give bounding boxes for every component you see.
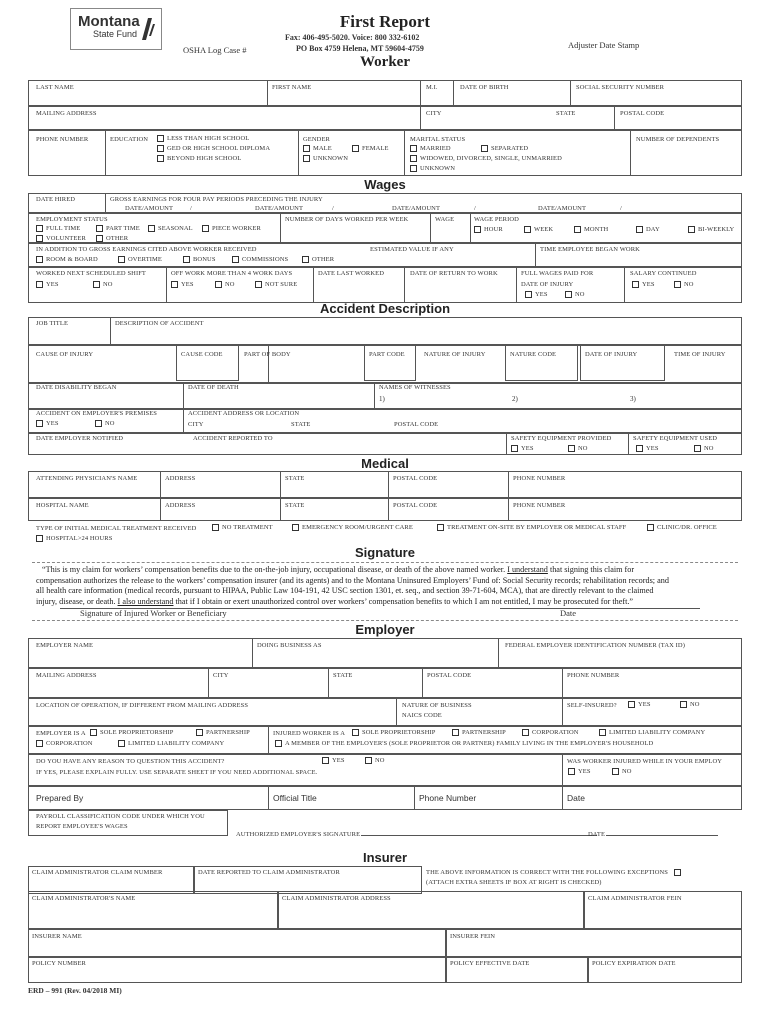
salary-yes[interactable]: YES [632, 281, 655, 288]
checkbox-icon[interactable] [275, 740, 282, 747]
status-part-time[interactable]: PART TIME [96, 225, 140, 232]
signature-heading: Signature [355, 545, 415, 560]
reported-to-field[interactable]: ACCIDENT REPORTED TO [193, 435, 273, 442]
gross-earnings-label: GROSS EARNINGS FOR FOUR PAY PERIODS PRECEDING THE INJURY [110, 196, 323, 203]
checkbox-icon[interactable] [481, 145, 488, 152]
time-began-field[interactable]: TIME EMPLOYEE BEGAN WORK [540, 246, 640, 253]
city-field[interactable]: CITY [426, 110, 442, 117]
status-other[interactable]: OTHER [96, 235, 128, 242]
employer-city-field[interactable]: CITY [213, 672, 229, 679]
injured-llc[interactable]: LIMITED LIABILITY COMPANY [599, 729, 705, 736]
employer-state-field[interactable]: STATE [333, 672, 353, 679]
checkbox-icon[interactable] [36, 420, 43, 427]
injured-family[interactable]: A MEMBER OF THE EMPLOYER'S (SOLE PROPRIETOR OR PARTNER) FAMILY LIVING IN THE EMPLOYER'S HOUSEHOLD [275, 740, 653, 747]
safety-provided-label: SAFETY EQUIPMENT PROVIDED [511, 435, 612, 442]
employer-sole[interactable]: SOLE PROPRIETORSHIP [90, 729, 173, 736]
form-title: First Report [339, 12, 431, 31]
checkbox-icon[interactable] [212, 524, 219, 531]
question-no[interactable]: NO [365, 757, 385, 764]
premises-no[interactable]: NO [95, 420, 115, 427]
employer-name-field[interactable]: EMPLOYER NAME [36, 642, 94, 649]
self-insured-label: SELF-INSURED? [567, 702, 617, 709]
checkbox-icon[interactable] [95, 420, 102, 427]
hospital-state-field[interactable]: STATE [285, 502, 305, 509]
claim-number-label: CLAIM ADMINISTRATOR CLAIM NUMBER [32, 869, 163, 876]
education-label: EDUCATION [110, 136, 149, 143]
checkbox-icon[interactable] [632, 281, 639, 288]
checkbox-icon[interactable] [36, 281, 43, 288]
injured-partnership[interactable]: PARTNERSHIP [452, 729, 506, 736]
treat-hospital[interactable]: HOSPITAL>24 HOURS [36, 535, 112, 542]
next-shift-no[interactable]: NO [93, 281, 113, 288]
safety-used-no[interactable]: NO [694, 445, 714, 452]
witnesses-label: NAMES OF WITNESSES [379, 384, 451, 391]
checkbox-icon[interactable] [157, 145, 164, 152]
insurer-name-label: INSURER NAME [32, 933, 82, 940]
fein-label: FEDERAL EMPLOYER IDENTIFICATION NUMBER (TAX ID) [505, 642, 685, 649]
checkbox-icon[interactable] [157, 135, 164, 142]
injured-while-no[interactable]: NO [612, 768, 632, 775]
self-insured-no[interactable]: NO [680, 701, 700, 708]
witness-2[interactable]: 2) [512, 395, 518, 403]
nature-business-field[interactable]: NATURE OF BUSINESS [402, 702, 472, 709]
phone-field[interactable]: PHONE NUMBER [36, 136, 89, 143]
accident-address-field[interactable]: ACCIDENT ADDRESS OR LOCATION [188, 410, 300, 417]
checkbox-icon[interactable] [232, 256, 239, 263]
part-body-field[interactable]: PART OF BODY [244, 351, 291, 358]
authorized-date-field[interactable]: DATE [588, 831, 718, 838]
first-name-field[interactable]: FIRST NAME [272, 84, 312, 91]
wages-heading: Wages [364, 177, 406, 192]
dependents-field[interactable]: NUMBER OF DEPENDENTS [636, 136, 720, 143]
checkbox-icon[interactable] [322, 757, 329, 764]
next-shift-yes[interactable]: YES [36, 281, 59, 288]
checkbox-icon[interactable] [694, 445, 701, 452]
checkbox-icon[interactable] [525, 291, 532, 298]
checkbox-icon[interactable] [352, 145, 359, 152]
worker-signature-field[interactable]: Signature of Injured Worker or Beneficiary [80, 608, 227, 618]
employer-phone-field[interactable]: PHONE NUMBER [567, 672, 620, 679]
adjuster-stamp: Adjuster Date Stamp [568, 40, 640, 50]
checkbox-icon[interactable] [302, 256, 309, 263]
checkbox-icon[interactable] [36, 535, 43, 542]
addition-other[interactable]: OTHER [302, 256, 334, 263]
marital-widowed[interactable]: WIDOWED, DIVORCED, SINGLE, UNMARRIED [410, 155, 562, 162]
admin-name-label: CLAIM ADMINISTRATOR'S NAME [32, 895, 136, 902]
description-field[interactable]: DESCRIPTION OF ACCIDENT [115, 320, 204, 327]
date-return-field[interactable]: DATE OF RETURN TO WORK [410, 270, 498, 277]
addition-bonus[interactable]: BONUS [183, 256, 216, 263]
date-notified-field[interactable]: DATE EMPLOYER NOTIFIED [36, 435, 124, 442]
off-work-yes[interactable]: YES [171, 281, 194, 288]
checkbox-icon[interactable] [599, 729, 606, 736]
injured-while-label: WAS WORKER INJURED WHILE IN YOUR EMPLOY [567, 758, 723, 765]
checkbox-icon[interactable] [36, 256, 43, 263]
accident-state-field[interactable]: STATE [291, 421, 311, 428]
checkbox-icon[interactable] [90, 729, 97, 736]
date-reported-label: DATE REPORTED TO CLAIM ADMINISTRATOR [198, 869, 340, 876]
period-day[interactable]: DAY [636, 226, 660, 233]
checkbox-icon[interactable] [36, 740, 43, 747]
next-shift-label: WORKED NEXT SCHEDULED SHIFT [36, 270, 147, 277]
accident-heading: Accident Description [319, 301, 451, 316]
checkbox-icon[interactable] [636, 226, 643, 233]
postal-field[interactable]: POSTAL CODE [620, 110, 665, 117]
marital-unknown[interactable]: UNKNOWN [410, 165, 455, 172]
authorized-signature-field[interactable]: AUTHORIZED EMPLOYER'S SIGNATURE [236, 831, 597, 838]
checkbox-icon[interactable] [674, 281, 681, 288]
date-injury-label: DATE OF INJURY [585, 351, 638, 358]
marital-married[interactable]: MARRIED [410, 145, 451, 152]
safety-used-label: SAFETY EQUIPMENT USED [633, 435, 718, 442]
death-date-field[interactable]: DATE OF DEATH [188, 384, 239, 391]
salary-continued-label: SALARY CONTINUED [630, 270, 697, 277]
premises-label: ACCIDENT ON EMPLOYER'S PREMISES [36, 410, 157, 417]
injured-is-label: INJURED WORKER IS A [273, 730, 346, 737]
treat-none[interactable]: NO TREATMENT [212, 524, 273, 531]
checkbox-icon[interactable] [680, 701, 687, 708]
period-week[interactable]: WEEK [524, 226, 553, 233]
checkbox-icon[interactable] [568, 768, 575, 775]
admin-fein-label: CLAIM ADMINISTRATOR FEIN [588, 895, 682, 902]
prep-phone-field[interactable]: Phone Number [419, 793, 477, 803]
form-number: ERD – 991 (Rev. 04/2018 MI) [28, 986, 122, 995]
last-name-field[interactable]: LAST NAME [36, 84, 74, 91]
wage-field[interactable]: WAGE [435, 216, 455, 223]
edu-opt-1[interactable]: LESS THAN HIGH SCHOOL [157, 135, 249, 142]
employer-postal-field[interactable]: POSTAL CODE [427, 672, 472, 679]
po-box: PO Box 4759 Helena, MT 59604-4759 [296, 44, 424, 53]
prepared-by-field[interactable]: Prepared By [36, 793, 84, 803]
nature-code-label: NATURE CODE [510, 351, 557, 358]
estimated-value-field[interactable]: ESTIMATED VALUE IF ANY [370, 246, 454, 253]
checkbox-icon[interactable] [255, 281, 262, 288]
checkbox-icon[interactable] [410, 145, 417, 152]
off-work-label: OFF WORK MORE THAN 4 WORK DAYS [171, 270, 293, 277]
employer-corporation[interactable]: CORPORATION [36, 740, 93, 747]
injured-sole[interactable]: SOLE PROPRIETORSHIP [352, 729, 435, 736]
correct-label-2: (ATTACH EXTRA SHEETS IF BOX AT RIGHT IS CHECKED) [426, 879, 602, 886]
employer-mailing-field[interactable]: MAILING ADDRESS [36, 672, 97, 679]
ssn-field[interactable]: SOCIAL SECURITY NUMBER [576, 84, 665, 91]
naics-field[interactable]: NAICS CODE [402, 712, 442, 719]
in-addition-label: IN ADDITION TO GROSS EARNINGS CITED ABOVE WORKER RECEIVED [36, 246, 257, 253]
insurer-name-box[interactable] [28, 929, 446, 957]
gender-unknown[interactable]: UNKNOWN [303, 155, 348, 162]
checkbox-icon[interactable] [148, 225, 155, 232]
salary-no[interactable]: NO [674, 281, 694, 288]
edu-opt-2[interactable]: GED OR HIGH SCHOOL DIPLOMA [157, 145, 270, 152]
payroll-label-1: PAYROLL CLASSIFICATION CODE UNDER WHICH YOU [36, 813, 205, 820]
marital-label: MARITAL STATUS [410, 136, 466, 143]
worker-signature-date[interactable]: Date [560, 608, 577, 618]
checkbox-icon[interactable] [157, 155, 164, 162]
mi-field[interactable]: M.I. [426, 84, 438, 91]
insurer-fein-label: INSURER FEIN [450, 933, 496, 940]
worker-heading: Worker [360, 54, 410, 70]
status-volunteer[interactable]: VOLUNTEER [36, 235, 86, 242]
insurer-heading: Insurer [362, 850, 408, 865]
policy-number-label: POLICY NUMBER [32, 960, 86, 967]
physician-phone-field[interactable]: PHONE NUMBER [513, 475, 566, 482]
full-wages-label-2: DATE OF INJURY [521, 281, 574, 288]
date-amount-1[interactable]: DATE/AMOUNT [125, 205, 174, 212]
accident-city-field[interactable]: CITY [188, 421, 204, 428]
checkbox-icon[interactable] [674, 869, 681, 876]
date-last-worked-field[interactable]: DATE LAST WORKED [318, 270, 384, 277]
medical-row-2 [28, 498, 742, 521]
checkbox-icon[interactable] [96, 235, 103, 242]
checkbox-icon[interactable] [636, 445, 643, 452]
checkbox-icon[interactable] [96, 225, 103, 232]
checkbox-icon[interactable] [215, 281, 222, 288]
treat-er[interactable]: EMERGENCY ROOM/URGENT CARE [292, 524, 413, 531]
gender-male[interactable]: MALE [303, 145, 332, 152]
policy-effective-label: POLICY EFFECTIVE DATE [450, 960, 530, 967]
correct-label-1[interactable]: THE ABOVE INFORMATION IS CORRECT WITH THE FOLLOWING EXCEPTIONS [426, 869, 684, 876]
safety-used-yes[interactable]: YES [636, 445, 659, 452]
addition-room-board[interactable]: ROOM & BOARD [36, 256, 98, 263]
edu-opt-3[interactable]: BEYOND HIGH SCHOOL [157, 155, 241, 162]
status-full-time[interactable]: FULL TIME [36, 225, 80, 232]
employer-is-label: EMPLOYER IS A [36, 730, 86, 737]
dob-field[interactable]: DATE OF BIRTH [460, 84, 509, 91]
mailing-address-field[interactable]: MAILING ADDRESS [36, 110, 97, 117]
wage-period-label: WAGE PERIOD [474, 216, 519, 223]
gender-label: GENDER [303, 136, 330, 143]
checkbox-icon[interactable] [522, 729, 529, 736]
checkbox-icon[interactable] [36, 225, 43, 232]
checkbox-icon[interactable] [574, 226, 581, 233]
signature-statement: “This is my claim for workers’ compensation benefits due to the on-the-job injury, occupational disease, or death of the above named worker. I understand that signing this claim for compensation authorizes the release to the workers’ compensation insurer (and its agents) and to the Montana Uninsured Employers’ Fund of: Social Security records; rehabilitation records; and all health care information (medical records, pursuant to HIPAA, Public Law 104-191, 42 USC section 1301, et. seq., and section 39-71-604, MCA), that are directly relevant to the claimed injury, disease, or death. I also understand that if I obtain or exert unauthorized control over workers’ compensation benefits to which I am not entitled, I may be prosecuted for theft.” [36, 565, 669, 606]
treat-onsite[interactable]: TREATMENT ON-SITE BY EMPLOYER OR MEDICAL STAFF [437, 524, 626, 531]
checkbox-icon[interactable] [118, 740, 125, 747]
payroll-label-2: REPORT EMPLOYEE'S WAGES [36, 823, 128, 830]
marital-separated[interactable]: SEPARATED [481, 145, 528, 152]
checkbox-icon[interactable] [365, 757, 372, 764]
question-label: DO YOU HAVE ANY REASON TO QUESTION THIS ACCIDENT? [36, 758, 225, 765]
safety-provided-yes[interactable]: YES [511, 445, 534, 452]
witness-3[interactable]: 3) [630, 395, 636, 403]
injured-while-yes[interactable]: YES [568, 768, 591, 775]
period-hour[interactable]: HOUR [474, 226, 503, 233]
checkbox-icon[interactable] [118, 256, 125, 263]
operation-location-field[interactable]: LOCATION OF OPERATION, IF DIFFERENT FROM MAILING ADDRESS [36, 702, 249, 709]
policy-expiration-label: POLICY EXPIRATION DATE [592, 960, 676, 967]
treat-clinic[interactable]: CLINIC/DR. OFFICE [647, 524, 717, 531]
full-wages-label: FULL WAGES PAID FOR [521, 270, 594, 277]
checkbox-icon[interactable] [36, 235, 43, 242]
montana-logo: Montana State Fund [78, 13, 140, 39]
date-amount-3[interactable]: DATE/AMOUNT [392, 205, 441, 212]
nature-injury-field[interactable]: NATURE OF INJURY [424, 351, 486, 358]
employment-status-label: EMPLOYMENT STATUS [36, 216, 108, 223]
checkbox-icon[interactable] [628, 701, 635, 708]
checkbox-icon[interactable] [183, 256, 190, 263]
job-title-field[interactable]: JOB TITLE [36, 320, 69, 327]
employer-llc[interactable]: LIMITED LIABILITY COMPANY [118, 740, 224, 747]
witness-1[interactable]: 1) [379, 395, 385, 403]
date-amount-4[interactable]: DATE/AMOUNT [538, 205, 587, 212]
physician-address-field[interactable]: ADDRESS [165, 475, 196, 482]
accident-postal-field[interactable]: POSTAL CODE [394, 421, 439, 428]
checkbox-icon[interactable] [292, 524, 299, 531]
checkbox-icon[interactable] [303, 155, 310, 162]
checkbox-icon[interactable] [452, 729, 459, 736]
checkbox-icon[interactable] [93, 281, 100, 288]
hospital-address-field[interactable]: ADDRESS [165, 502, 196, 509]
checkbox-icon[interactable] [688, 226, 695, 233]
treatment-label: TYPE OF INITIAL MEDICAL TREATMENT RECEIVED [36, 525, 197, 532]
date-hired-field[interactable]: DATE HIRED [36, 196, 76, 203]
status-piece-worker[interactable]: PIECE WORKER [202, 225, 261, 232]
medical-heading: Medical [361, 456, 409, 471]
physician-postal-field[interactable]: POSTAL CODE [393, 475, 438, 482]
employer-partnership[interactable]: PARTNERSHIP [196, 729, 250, 736]
cause-code-label: CAUSE CODE [181, 351, 223, 358]
checkbox-icon[interactable] [171, 281, 178, 288]
premises-yes[interactable]: YES [36, 420, 59, 427]
policy-number-box[interactable] [28, 957, 446, 983]
off-work-no[interactable]: NO [215, 281, 235, 288]
checkbox-icon[interactable] [568, 445, 575, 452]
prep-date-field[interactable]: Date [567, 793, 585, 803]
official-title-field[interactable]: Official Title [273, 793, 317, 803]
disability-date-field[interactable]: DATE DISABILITY BEGAN [36, 384, 117, 391]
admin-address-label: CLAIM ADMINISTRATOR ADDRESS [282, 895, 391, 902]
date-amount-2[interactable]: DATE/AMOUNT [255, 205, 304, 212]
question-yes[interactable]: YES [322, 757, 345, 764]
employer-heading: Employer [355, 622, 415, 637]
checkbox-icon[interactable] [303, 145, 310, 152]
checkbox-icon[interactable] [437, 524, 444, 531]
dba-field[interactable]: DOING BUSINESS AS [257, 642, 322, 649]
period-biweekly[interactable]: BI-WEEKLY [688, 226, 734, 233]
addition-commissions[interactable]: COMMISSIONS [232, 256, 288, 263]
days-per-week-field[interactable]: NUMBER OF DAYS WORKED PER WEEK [285, 216, 409, 223]
checkbox-icon[interactable] [612, 768, 619, 775]
safety-provided-no[interactable]: NO [568, 445, 588, 452]
osha-log-label: OSHA Log Case # [183, 45, 247, 55]
checkbox-icon[interactable] [202, 225, 209, 232]
hospital-phone-field[interactable]: PHONE NUMBER [513, 502, 566, 509]
checkbox-icon[interactable] [352, 729, 359, 736]
physician-name-field[interactable]: ATTENDING PHYSICIAN'S NAME [36, 475, 138, 482]
fax-voice: Fax: 406-495-5020. Voice: 800 332-6102 [285, 33, 420, 42]
state-fund-mark-icon [138, 14, 156, 42]
checkbox-icon[interactable] [410, 165, 417, 172]
checkbox-icon[interactable] [647, 524, 654, 531]
hospital-postal-field[interactable]: POSTAL CODE [393, 502, 438, 509]
gender-female[interactable]: FEMALE [352, 145, 389, 152]
period-month[interactable]: MONTH [574, 226, 608, 233]
full-wages-no[interactable]: NO [565, 291, 585, 298]
state-field[interactable]: STATE [556, 110, 576, 117]
time-injury-field[interactable]: TIME OF INJURY [674, 351, 726, 358]
cause-of-injury-field[interactable]: CAUSE OF INJURY [36, 351, 94, 358]
self-insured-yes[interactable]: YES [628, 701, 651, 708]
checkbox-icon[interactable] [474, 226, 481, 233]
physician-state-field[interactable]: STATE [285, 475, 305, 482]
explain-field[interactable]: IF YES, PLEASE EXPLAIN FULLY. USE SEPARATE SHEET IF YOU NEED ADDITIONAL SPACE. [36, 769, 318, 776]
checkbox-icon[interactable] [511, 445, 518, 452]
status-seasonal[interactable]: SEASONAL [148, 225, 193, 232]
part-code-label: PART CODE [369, 351, 405, 358]
checkbox-icon[interactable] [565, 291, 572, 298]
checkbox-icon[interactable] [196, 729, 203, 736]
off-work-not-sure[interactable]: NOT SURE [255, 281, 297, 288]
injured-corporation[interactable]: CORPORATION [522, 729, 579, 736]
employer-row-6 [28, 786, 742, 810]
employer-row-2 [28, 668, 742, 698]
full-wages-yes[interactable]: YES [525, 291, 548, 298]
addition-overtime[interactable]: OVERTIME [118, 256, 162, 263]
hospital-name-field[interactable]: HOSPITAL NAME [36, 502, 89, 509]
checkbox-icon[interactable] [410, 155, 417, 162]
checkbox-icon[interactable] [524, 226, 531, 233]
